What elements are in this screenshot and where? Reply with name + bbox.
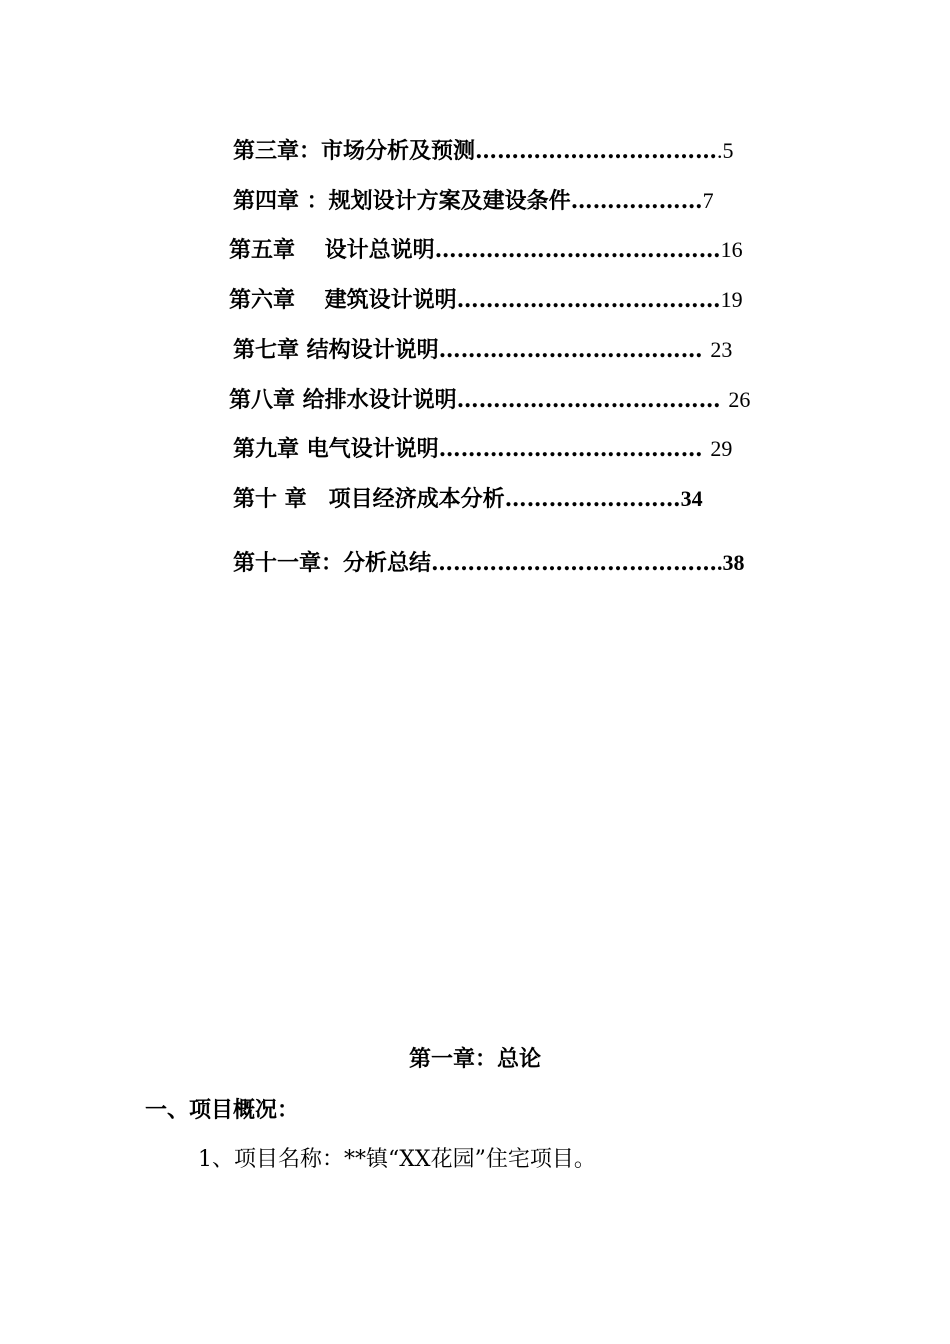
toc-leader: ……………………………… bbox=[438, 436, 711, 462]
toc-chapter: 第四章 ：规划设计方案及建设条件 bbox=[233, 188, 571, 214]
toc-entry[interactable] bbox=[233, 186, 714, 216]
toc-page-number: 19 bbox=[720, 287, 743, 312]
toc-entry[interactable] bbox=[229, 385, 750, 415]
toc-page-number: 16 bbox=[720, 237, 743, 262]
toc-chapter: 第八章 给排水设计说明 bbox=[229, 387, 457, 413]
toc-entry[interactable] bbox=[233, 136, 734, 166]
toc-entry[interactable] bbox=[233, 335, 732, 365]
toc-entry[interactable] bbox=[229, 285, 743, 315]
toc-page-number: 34 bbox=[680, 486, 703, 511]
toc-leader: …………………………… bbox=[475, 138, 718, 164]
toc-page-number: .5 bbox=[717, 138, 734, 163]
toc-entry[interactable] bbox=[233, 434, 732, 464]
toc-leader: ………………………………… bbox=[431, 550, 718, 576]
toc-leader: ……………… bbox=[570, 188, 703, 214]
toc-page-number: 29 bbox=[710, 436, 733, 461]
toc-page-number: 7 bbox=[702, 188, 714, 213]
toc-entry[interactable] bbox=[233, 548, 745, 578]
toc-chapter: 第九章 电气设计说明 bbox=[233, 436, 439, 462]
toc-entry[interactable] bbox=[229, 235, 743, 265]
toc-leader: …………………… bbox=[504, 486, 681, 512]
toc-leader: ……………………………… bbox=[456, 387, 729, 413]
toc-chapter: 第十一章：分析总结 bbox=[233, 550, 432, 576]
toc-chapter: 第三章：市场分析及预测 bbox=[233, 138, 476, 164]
chapter-title: 第一章：总论 bbox=[408, 1046, 541, 1072]
toc-page-number: .38 bbox=[717, 550, 745, 575]
toc-page-number: 23 bbox=[710, 337, 733, 362]
toc-leader: ……………………………… bbox=[456, 287, 721, 313]
section-title: 一、项目概况： bbox=[145, 1097, 300, 1123]
body-paragraph: 1、项目名称：**镇“XX花园”住宅项目。 bbox=[198, 1147, 596, 1172]
toc-leader: ………………………………… bbox=[434, 237, 721, 263]
toc-page-number: 26 bbox=[728, 387, 751, 412]
toc-chapter: 第五章 设计总说明 bbox=[229, 237, 435, 263]
toc-entry[interactable] bbox=[233, 484, 703, 514]
toc-chapter: 第六章 建筑设计说明 bbox=[229, 287, 457, 313]
toc-chapter: 第七章 结构设计说明 bbox=[233, 337, 439, 363]
toc-leader: ……………………………… bbox=[438, 337, 711, 363]
toc-chapter: 第十 章 项目经济成本分析 bbox=[233, 486, 505, 512]
